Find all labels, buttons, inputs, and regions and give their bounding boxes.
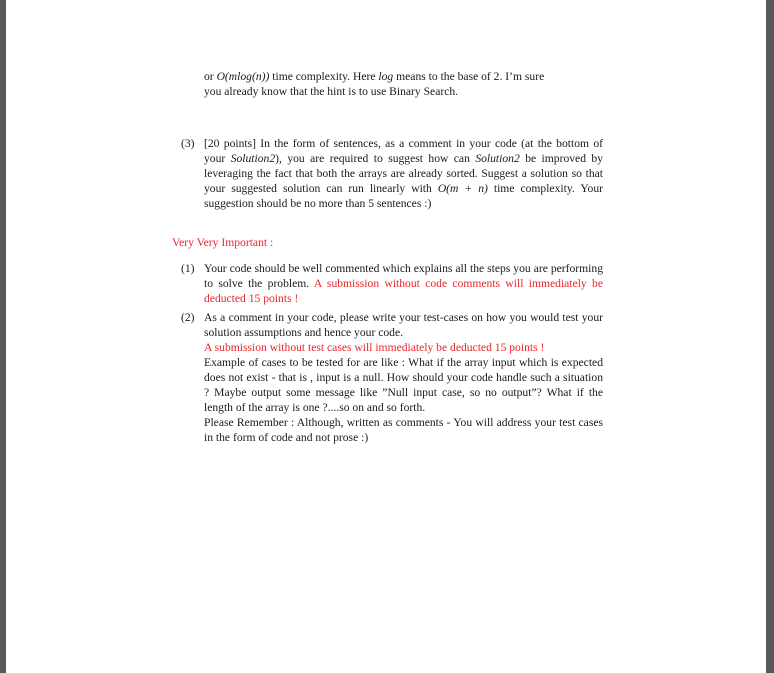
solution-name: Solution2 <box>475 152 520 165</box>
math-expression: O(mlog(n)) <box>216 70 270 83</box>
math-expression: O(m + n) <box>437 182 488 195</box>
item-number: (2) <box>181 311 195 324</box>
intro-paragraph <box>204 69 604 99</box>
important-heading: Very Very Important : <box>172 236 274 249</box>
math-expression: log <box>378 70 394 83</box>
intro-line-2: you already know that the hint is to use Binary Search. <box>204 85 459 98</box>
important-item-1: Your code should be well commented which explains all the steps you are performing to solve the problem. A submission without code comments will immediately be deducted 15 points ! <box>204 262 603 305</box>
item-2-examples: Example of cases to be tested for are like : What if the array input which is expected does not exist - that is , input is a null. How should your code handle such a situation ? Maybe output some message like ”Null input case, so no output”? What if the length of the array is one ?....so on and so forth. <box>204 356 603 414</box>
item-2-remember: Please Remember : Although, written as comments - You will address your test cases in the form of code and not prose :) <box>204 416 603 444</box>
item-number: (1) <box>181 262 195 275</box>
item-2-intro: As a comment in your code, please write your test-cases on how you would test your solution assumptions and hence your code. <box>204 311 603 339</box>
intro-line-1: or O(mlog(n)) time complexity. Here log means to the base of 2. I’m sure <box>204 70 545 83</box>
warning-text: A submission without code comments will immediately be deducted 15 points ! <box>204 277 603 305</box>
item-number: (3) <box>181 137 195 150</box>
item-3-paragraph: [20 points] In the form of sentences, as a comment in your code (at the bottom of your Solution2), you are required to suggest how can Solution2 be improved by leveraging the fact that both the arrays are already sorted. Suggest a solution so that your suggested solution can run linearly with O(m + n) time complexity. Your suggestion should be no more than 5 sentences :) <box>204 137 604 210</box>
important-item-2 <box>204 310 603 445</box>
warning-text: A submission without test cases will immediately be deducted 15 points ! <box>204 341 545 354</box>
solution-name: Solution2 <box>230 152 276 165</box>
document-page <box>6 0 766 673</box>
